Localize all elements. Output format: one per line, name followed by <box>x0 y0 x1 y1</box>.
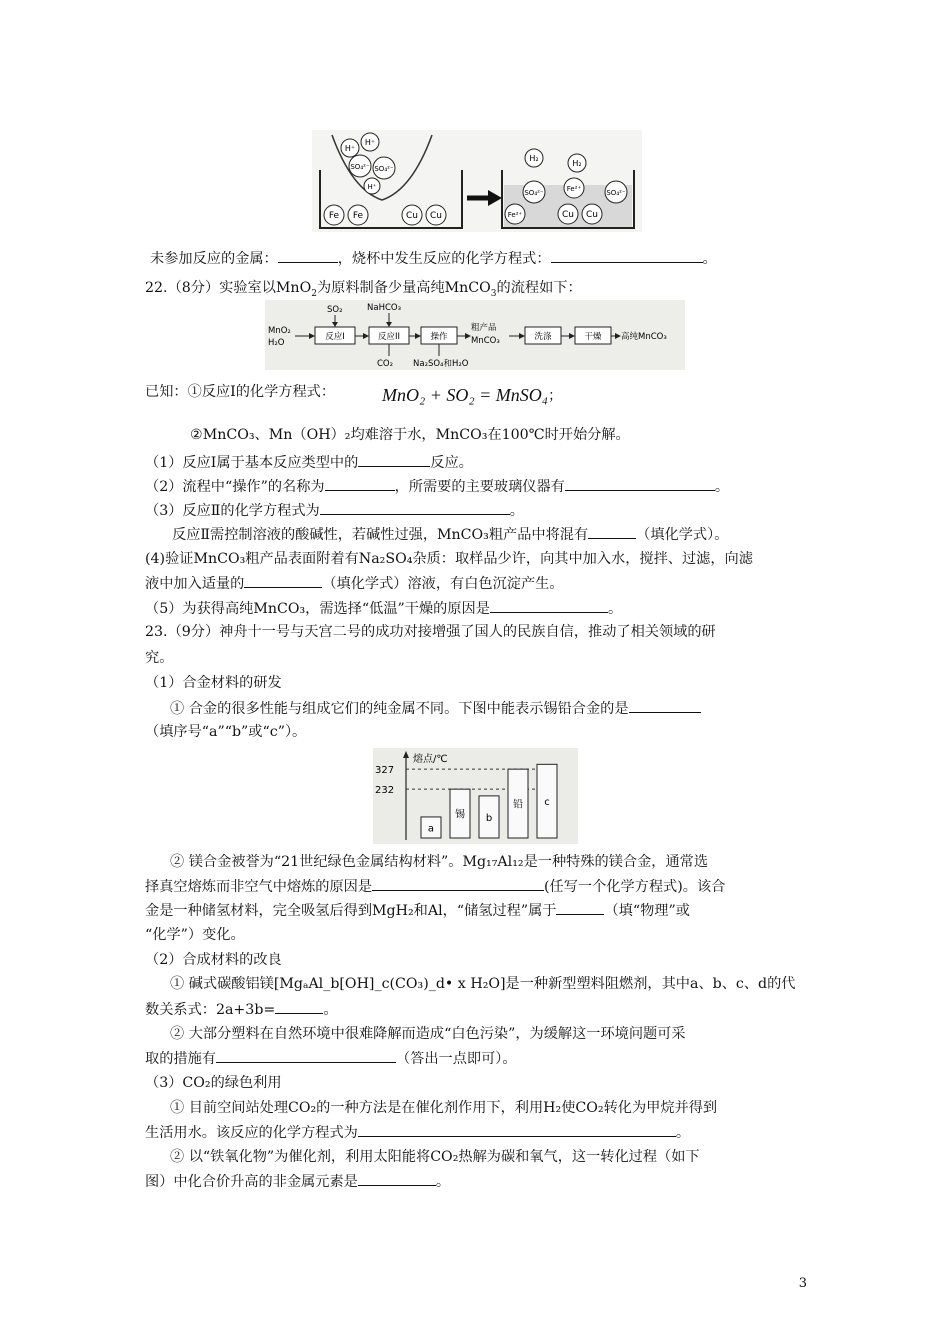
ion-right-4: Fe²⁺ <box>507 211 523 219</box>
q22-p3-cont: 反应Ⅱ需控制溶液的酸碱性，若碱性过强，MnCO₃粗产品中将混有 （填化学式）。 <box>172 524 728 545</box>
q22-known-2: ②MnCO₃、Mn（OH）₂均难溶于水，MnCO₃在100℃时开始分解。 <box>190 427 630 443</box>
flow-crude-2: MnCO₃ <box>471 336 500 346</box>
beaker-reaction-figure <box>312 130 642 232</box>
gas-h2-1: H₂ <box>529 154 539 163</box>
q23-title-cont: 究。 <box>145 650 174 666</box>
q23-s2-q2-cont: 取的措施有 （答出一点即可）。 <box>145 1048 517 1069</box>
ion-right-2: Fe²⁺ <box>566 185 582 193</box>
q23-s1: （1）合金材料的研发 <box>145 675 282 691</box>
flow-input-h2o: H₂O <box>268 338 285 348</box>
q23-s3: （3）CO₂的绿色利用 <box>145 1075 282 1091</box>
ion-left-3: SO₄²⁻ <box>350 163 370 171</box>
q23-s2-q1: ① 碱式碳酸铝镁[MgₐAl_b[OH]_c(CO₃)_d• x H₂O]是一种新型塑料阻燃剂，其中a、b、c、d的代 <box>170 976 796 992</box>
q23-s1-q2: ② 镁合金被誉为“21世纪绿色金属结构材料”。Mg₁₇Al₁₂是一种特殊的镁合金，通常选 <box>170 854 709 870</box>
q23-s1-q2-cont2: 金是一种储氢材料，完全吸氢后得到MgH₂和Al，“储氢过程”属于 （填“物理”或 <box>145 900 690 921</box>
flow-chart-figure <box>265 300 685 370</box>
metal-cu-1: Cu <box>406 211 418 221</box>
flow-step3: 操作 <box>430 332 448 342</box>
ion-left-1: H⁺ <box>344 144 356 153</box>
flow-crude-1: 粗产品 <box>471 323 497 333</box>
ion-right-3: SO₄²⁻ <box>606 189 626 197</box>
ion-left-5: H⁺ <box>367 183 377 191</box>
q22-p3: （3）反应Ⅱ的化学方程式为 。 <box>145 500 524 521</box>
q22-p4-cont: 液中加入适量的 （填化学式）溶液，有白色沉淀产生。 <box>145 573 564 594</box>
q22-p1: （1）反应Ⅰ属于基本反应类型中的 反应。 <box>145 452 473 473</box>
q23-s1-q1: ① 合金的很多性能与组成它们的纯金属不同。下图中能表示锡铅合金的是 <box>170 698 701 719</box>
page-number: 3 <box>798 1276 807 1291</box>
q23-s1-q2-cont3: “化学”）变化。 <box>145 927 245 943</box>
metal-fe-1: Fe <box>328 211 340 221</box>
ion-right-5: Cu <box>562 210 574 220</box>
q22-known-1: 已知：①反应Ⅰ的化学方程式： <box>145 384 336 400</box>
q23-s1-q2-cont1: 择真空熔炼而非空气中熔炼的原因是 (任写一个化学方程式)。该合 <box>145 876 725 897</box>
q23-s3-q1: ① 目前空间站处理CO₂的一种方法是在催化剂作用下，利用H₂使CO₂转化为甲烷并得到 <box>170 1100 718 1116</box>
flow-product: 高纯MnCO₃ <box>621 332 667 342</box>
reaction-formula: MnO₂ + SO₂ = MnSO₄； <box>382 385 563 405</box>
q22-p2: （2）流程中“操作”的名称为 ，所需要的主要玻璃仪器有 。 <box>145 476 729 497</box>
q22-p4: (4)验证MnCO₃粗产品表面附着有Na₂SO₄杂质：取样品少许，向其中加入水，搅拌、过滤，向滤 <box>145 551 753 567</box>
flow-nahco3: NaHCO₃ <box>367 303 401 313</box>
chart-bar-label-0: a <box>427 823 435 835</box>
q23-s3-q2-cont: 图）中化合价升高的非金属元素是 。 <box>145 1171 450 1192</box>
q23-s3-q2: ② 以“铁氧化物”为催化剂，利用太阳能将CO₂热解为碳和氧气，这一转化过程（如下 <box>170 1149 700 1165</box>
chart-ytick-232: 232 <box>375 785 395 797</box>
flow-step5: 干燥 <box>584 332 602 342</box>
chart-bar-label-4: c <box>544 797 550 809</box>
flow-so2: SO₂ <box>327 305 343 315</box>
q23-s1-q1-cont: （填序号“a”“b”或“c”）。 <box>145 724 307 740</box>
gas-h2-2: H₂ <box>572 159 582 168</box>
q23-title: 23.（9分）神舟十一号与天宫二号的成功对接增强了国人的民族自信，推动了相关领域的研 <box>145 624 716 640</box>
flow-input-mno2: MnO₂ <box>268 326 291 336</box>
melting-point-chart <box>373 748 578 844</box>
ion-right-6: Cu <box>586 210 598 220</box>
q22-p5: （5）为获得高纯MnCO₃，需选择“低温”干燥的原因是 。 <box>145 598 622 619</box>
chart-bar-label-2: b <box>485 812 493 824</box>
flow-out-co2: CO₂ <box>377 359 394 369</box>
q23-s2-q2: ② 大部分塑料在自然环境中很难降解而造成“白色污染”，为缓解这一环境问题可采 <box>170 1026 686 1042</box>
q21-line1: 未参加反应的金属： ，烧杯中发生反应的化学方程式： 。 <box>150 248 717 269</box>
chart-ylabel: 熔点/℃ <box>413 754 448 765</box>
flow-step1: 反应I <box>325 332 345 342</box>
q23-s3-q1-cont: 生活用水。该反应的化学方程式为 。 <box>145 1122 690 1143</box>
flow-out-na2so4: Na₂SO₄和H₂O <box>413 359 469 369</box>
q22-title: 22.（8分）实验室以MnO$_2$为原料制备少量高纯MnCO$_3$的流程如下： <box>145 280 582 299</box>
q23-s2: （2）合成材料的改良 <box>145 952 282 968</box>
chart-bar-label-1: 锡 <box>455 809 465 821</box>
ion-left-4: SO₄²⁻ <box>374 165 394 173</box>
flow-step4: 洗涤 <box>534 332 552 342</box>
chart-ytick-327: 327 <box>375 765 395 777</box>
ion-right-1: SO₄²⁻ <box>524 189 544 197</box>
chart-bar-label-3: 铅 <box>513 799 523 811</box>
q23-s2-q1-cont: 数关系式：2a+3b= 。 <box>145 999 338 1020</box>
flow-step2: 反应II <box>377 332 401 342</box>
ion-left-2: H⁺ <box>364 138 376 147</box>
metal-fe-2: Fe <box>352 211 364 221</box>
metal-cu-2: Cu <box>430 211 442 221</box>
